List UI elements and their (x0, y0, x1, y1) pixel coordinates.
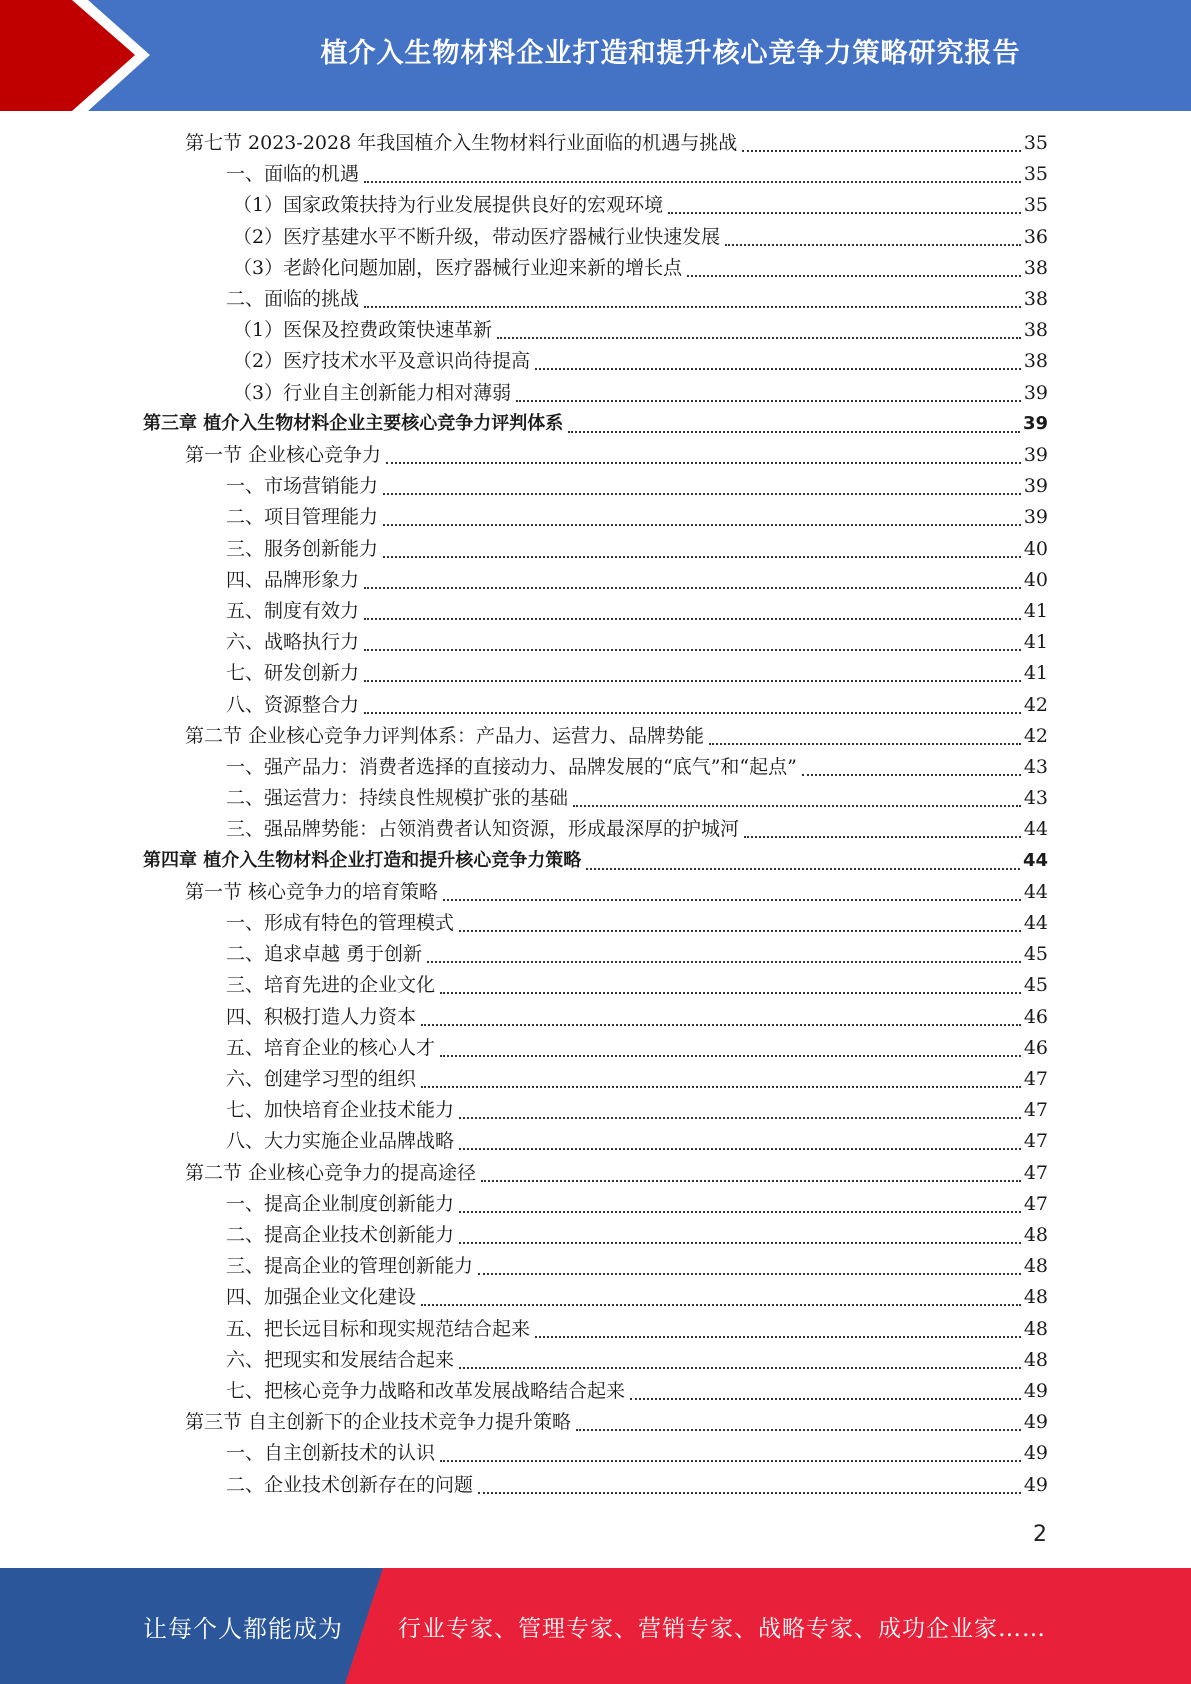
toc-entry-page: 43 (1023, 787, 1048, 810)
toc-dot-leader (481, 1180, 1021, 1182)
toc-entry-title: （3）老龄化问题加剧，医疗器械行业迎来新的增长点 (233, 256, 683, 279)
toc-entry-title: 二、企业技术创新存在的问题 (226, 1473, 474, 1496)
toc-entry-page: 41 (1023, 600, 1048, 622)
toc-entry-title: 一、自主创新技术的认识 (226, 1442, 436, 1465)
toc-entry-title: （3）行业自主创新能力相对薄弱 (233, 381, 512, 404)
toc-entry[interactable] (226, 159, 1048, 189)
toc-entry[interactable] (233, 346, 1048, 376)
toc-dot-leader (383, 556, 1021, 558)
toc-entry[interactable] (233, 315, 1048, 345)
toc-entry-title: 四、积极打造人力资本 (226, 1005, 417, 1028)
toc-entry-page: 35 (1023, 132, 1048, 154)
toc-entry[interactable] (226, 908, 1048, 938)
toc-dot-leader (459, 1211, 1021, 1213)
toc-entry-page: 35 (1023, 194, 1048, 217)
toc-dot-leader (725, 244, 1021, 246)
toc-entry[interactable] (233, 222, 1048, 252)
toc-entry-title: 七、研发创新力 (226, 662, 360, 685)
toc-entry-title: 八、大力实施企业品牌战略 (226, 1130, 455, 1153)
toc-entry[interactable] (226, 565, 1048, 595)
toc-entry-title: 一、提高企业制度创新能力 (226, 1192, 455, 1215)
toc-entry-title: 三、培育先进的企业文化 (226, 974, 436, 997)
toc-entry-title: 四、品牌形象力 (226, 568, 360, 591)
toc-dot-leader (586, 868, 1020, 870)
toc-entry-page: 48 (1023, 1286, 1048, 1309)
toc-entry-page: 39 (1023, 475, 1048, 498)
toc-entry-page: 39 (1023, 444, 1048, 466)
toc-entry-title: 二、强运营力：持续良性规模扩张的基础 (226, 787, 569, 810)
toc-entry[interactable] (226, 690, 1048, 720)
toc-entry-title: （2）医疗基建水平不断升级，带动医疗器械行业快速发展 (233, 225, 721, 248)
toc-entry-title: 第二节 企业核心竞争力评判体系：产品力、运营力、品牌势能 (185, 724, 705, 747)
toc-entry[interactable] (226, 1095, 1048, 1125)
toc-entry-page: 49 (1023, 1473, 1048, 1496)
toc-entry[interactable] (185, 440, 1048, 470)
toc-entry-title: 第二节 企业核心竞争力的提高途径 (185, 1161, 477, 1184)
toc-chapter-entry[interactable] (143, 846, 1048, 876)
toc-dot-leader (421, 1086, 1021, 1088)
toc-entry-title: 六、战略执行力 (226, 631, 360, 654)
toc-entry[interactable] (226, 1033, 1048, 1063)
toc-entry-title: （2）医疗技术水平及意识尚待提高 (233, 350, 531, 373)
toc-dot-leader (516, 400, 1021, 402)
toc-entry-title: 第一节 企业核心竞争力 (185, 444, 382, 466)
toc-dot-leader (386, 462, 1021, 464)
toc-dot-leader (383, 493, 1021, 495)
toc-dot-leader (459, 930, 1021, 932)
toc-dot-leader (440, 1055, 1021, 1057)
toc-dot-leader (568, 431, 1020, 433)
toc-entry-title: （1）医保及控费政策快速革新 (233, 319, 493, 342)
toc-dot-leader (459, 1117, 1021, 1119)
toc-dot-leader (383, 524, 1021, 526)
toc-entry-page: 44 (1023, 880, 1048, 903)
toc-entry-title: 五、制度有效力 (226, 600, 360, 622)
toc-dot-leader (668, 212, 1021, 214)
toc-entry[interactable] (233, 378, 1048, 408)
toc-entry-title: 二、项目管理能力 (226, 506, 379, 529)
toc-entry-page: 40 (1023, 568, 1048, 591)
toc-entry[interactable] (226, 1126, 1048, 1156)
toc-entry[interactable] (226, 1251, 1048, 1281)
toc-entry-title: 二、追求卓越 勇于创新 (226, 943, 423, 966)
toc-entry[interactable] (226, 658, 1048, 688)
toc-entry-page: 46 (1023, 1005, 1048, 1028)
toc-entry[interactable] (226, 284, 1048, 314)
toc-entry-title: 第三节 自主创新下的企业技术竞争力提升策略 (185, 1411, 572, 1434)
toc-entry-title: 七、加快培育企业技术能力 (226, 1099, 455, 1122)
toc-dot-leader (421, 1304, 1021, 1306)
toc-entry-page: 38 (1023, 319, 1048, 342)
footer-slogan-left: 让每个人都能成为 (143, 1614, 343, 1643)
toc-entry-title: 四、加强企业文化建设 (226, 1286, 417, 1309)
toc-entry[interactable] (226, 1002, 1048, 1032)
toc-entry[interactable] (226, 596, 1048, 626)
toc-entry-title: 三、服务创新能力 (226, 537, 379, 560)
toc-entry[interactable] (185, 1158, 1048, 1188)
toc-entry-title: 第一节 核心竞争力的培育策略 (185, 880, 439, 903)
toc-dot-leader (497, 337, 1021, 339)
toc-entry[interactable] (226, 502, 1048, 532)
toc-dot-leader (364, 680, 1021, 682)
toc-dot-leader (709, 743, 1021, 745)
toc-entry-title: 七、把核心竞争力战略和改革发展战略结合起来 (226, 1380, 626, 1402)
toc-entry-page: 47 (1023, 1130, 1048, 1153)
toc-dot-leader (421, 1024, 1021, 1026)
toc-entry[interactable] (226, 534, 1048, 564)
toc-entry-page: 47 (1023, 1068, 1048, 1090)
toc-entry-title: 二、提高企业技术创新能力 (226, 1224, 455, 1246)
toc-dot-leader (744, 836, 1021, 838)
toc-dot-leader (364, 181, 1021, 183)
toc-entry-title: 三、提高企业的管理创新能力 (226, 1255, 474, 1278)
header-red-arrow (0, 0, 150, 111)
toc-dot-leader (478, 1492, 1021, 1494)
toc-entry-title: 第四章 植介入生物材料企业打造和提升核心竞争力策略 (143, 849, 582, 871)
toc-entry-page: 47 (1023, 1099, 1048, 1122)
toc-entry-title: 五、培育企业的核心人才 (226, 1036, 436, 1059)
toc-dot-leader (576, 1429, 1021, 1431)
toc-dot-leader (535, 1336, 1021, 1338)
toc-entry-page: 42 (1023, 693, 1048, 716)
toc-entry[interactable] (185, 877, 1048, 907)
toc-dot-leader (459, 1148, 1021, 1150)
toc-entry-page: 48 (1023, 1224, 1048, 1246)
toc-entry[interactable] (226, 1220, 1048, 1250)
toc-entry[interactable] (226, 752, 1048, 782)
toc-entry[interactable] (226, 471, 1048, 501)
toc-entry[interactable] (226, 1282, 1048, 1312)
toc-entry-page: 48 (1023, 1255, 1048, 1278)
toc-dot-leader (364, 587, 1021, 589)
toc-entry[interactable] (185, 128, 1048, 158)
toc-dot-leader (443, 899, 1021, 901)
toc-entry-title: 一、强产品力：消费者选择的直接动力、品牌发展的“底气”和“起点” (226, 756, 797, 778)
toc-entry[interactable] (226, 783, 1048, 813)
toc-entry-page: 45 (1023, 943, 1048, 966)
toc-entry-title: 六、创建学习型的组织 (226, 1068, 417, 1090)
toc-dot-leader (630, 1398, 1021, 1400)
page-number: 2 (1033, 1522, 1047, 1547)
toc-dot-leader (802, 774, 1021, 776)
toc-dot-leader (573, 805, 1021, 807)
toc-entry-page: 44 (1023, 818, 1048, 841)
toc-entry-title: 八、资源整合力 (226, 693, 360, 716)
toc-dot-leader (440, 1460, 1021, 1462)
toc-entry-page: 36 (1023, 225, 1048, 248)
toc-entry-page: 48 (1023, 1317, 1048, 1340)
toc-entry-page: 44 (1022, 849, 1048, 871)
footer-slogan-right: 行业专家、管理专家、营销专家、战略专家、成功企业家…… (398, 1615, 1046, 1642)
report-title: 植介入生物材料企业打造和提升核心竞争力策略研究报告 (320, 37, 1021, 69)
toc-entry-page: 47 (1023, 1161, 1048, 1184)
toc-dot-leader (687, 275, 1021, 277)
toc-entry[interactable] (185, 1407, 1048, 1437)
toc-dot-leader (364, 649, 1021, 651)
toc-entry-page: 49 (1023, 1442, 1048, 1465)
toc-entry-title: 一、面临的机遇 (226, 163, 360, 186)
toc-entry-page: 38 (1023, 350, 1048, 373)
footer-banner (0, 1568, 1191, 1684)
toc-entry[interactable] (226, 1189, 1048, 1219)
toc-entry-page: 39 (1022, 412, 1048, 434)
toc-dot-leader (364, 306, 1021, 308)
toc-dot-leader (364, 712, 1021, 714)
toc-entry-title: 五、把长远目标和现实规范结合起来 (226, 1317, 531, 1340)
toc-entry-page: 48 (1023, 1348, 1048, 1371)
toc-dot-leader (459, 1242, 1021, 1244)
toc-entry-page: 43 (1023, 756, 1048, 778)
toc-entry-title: 一、市场营销能力 (226, 475, 379, 498)
toc-entry[interactable] (226, 970, 1048, 1000)
toc-entry[interactable] (226, 939, 1048, 969)
toc-entry-page: 38 (1023, 288, 1048, 310)
toc-entry[interactable] (226, 1438, 1048, 1468)
toc-entry-page: 42 (1023, 724, 1048, 747)
toc-entry-page: 35 (1023, 163, 1048, 186)
toc-entry-page: 38 (1023, 256, 1048, 279)
toc-entry[interactable] (226, 1064, 1048, 1094)
toc-entry[interactable] (226, 1314, 1048, 1344)
toc-entry[interactable] (226, 814, 1048, 844)
toc-entry[interactable] (226, 1345, 1048, 1375)
toc-entry-page: 49 (1023, 1411, 1048, 1434)
toc-dot-leader (535, 368, 1021, 370)
toc-entry-page: 40 (1023, 537, 1048, 560)
toc-dot-leader (478, 1273, 1021, 1275)
toc-chapter-entry[interactable] (143, 409, 1048, 439)
toc-dot-leader (459, 1367, 1021, 1369)
toc-entry-page: 44 (1023, 912, 1048, 934)
toc-entry-page: 49 (1023, 1380, 1048, 1402)
header-banner (0, 0, 1191, 111)
toc-dot-leader (440, 992, 1021, 994)
toc-entry-page: 39 (1023, 506, 1048, 529)
toc-entry[interactable] (226, 1376, 1048, 1406)
toc-entry-page: 45 (1023, 974, 1048, 997)
toc-dot-leader (427, 961, 1021, 963)
toc-entry-page: 46 (1023, 1036, 1048, 1059)
toc-entry-title: 二、面临的挑战 (226, 288, 360, 310)
toc-entry-title: 三、强品牌势能：占领消费者认知资源，形成最深厚的护城河 (226, 818, 740, 841)
toc-entry[interactable] (233, 190, 1048, 220)
toc-entry-title: 第七节 2023-2028 年我国植介入生物材料行业面临的机遇与挑战 (185, 132, 738, 154)
toc-dot-leader (742, 150, 1021, 152)
toc-entry-page: 41 (1023, 631, 1048, 654)
toc-entry-page: 41 (1023, 662, 1048, 685)
toc-dot-leader (364, 618, 1021, 620)
toc-entry-title: （1）国家政策扶持为行业发展提供良好的宏观环境 (233, 194, 664, 217)
toc-entry[interactable] (226, 627, 1048, 657)
toc-entry-title: 一、形成有特色的管理模式 (226, 912, 455, 934)
toc-entry-title: 六、把现实和发展结合起来 (226, 1348, 455, 1371)
toc-entry-title: 第三章 植介入生物材料企业主要核心竞争力评判体系 (143, 412, 564, 434)
toc-entry-page: 39 (1023, 381, 1048, 404)
toc-entry[interactable] (226, 1470, 1048, 1500)
toc-entry[interactable] (233, 253, 1048, 283)
toc-entry[interactable] (185, 721, 1048, 751)
toc-entry-page: 47 (1023, 1192, 1048, 1215)
